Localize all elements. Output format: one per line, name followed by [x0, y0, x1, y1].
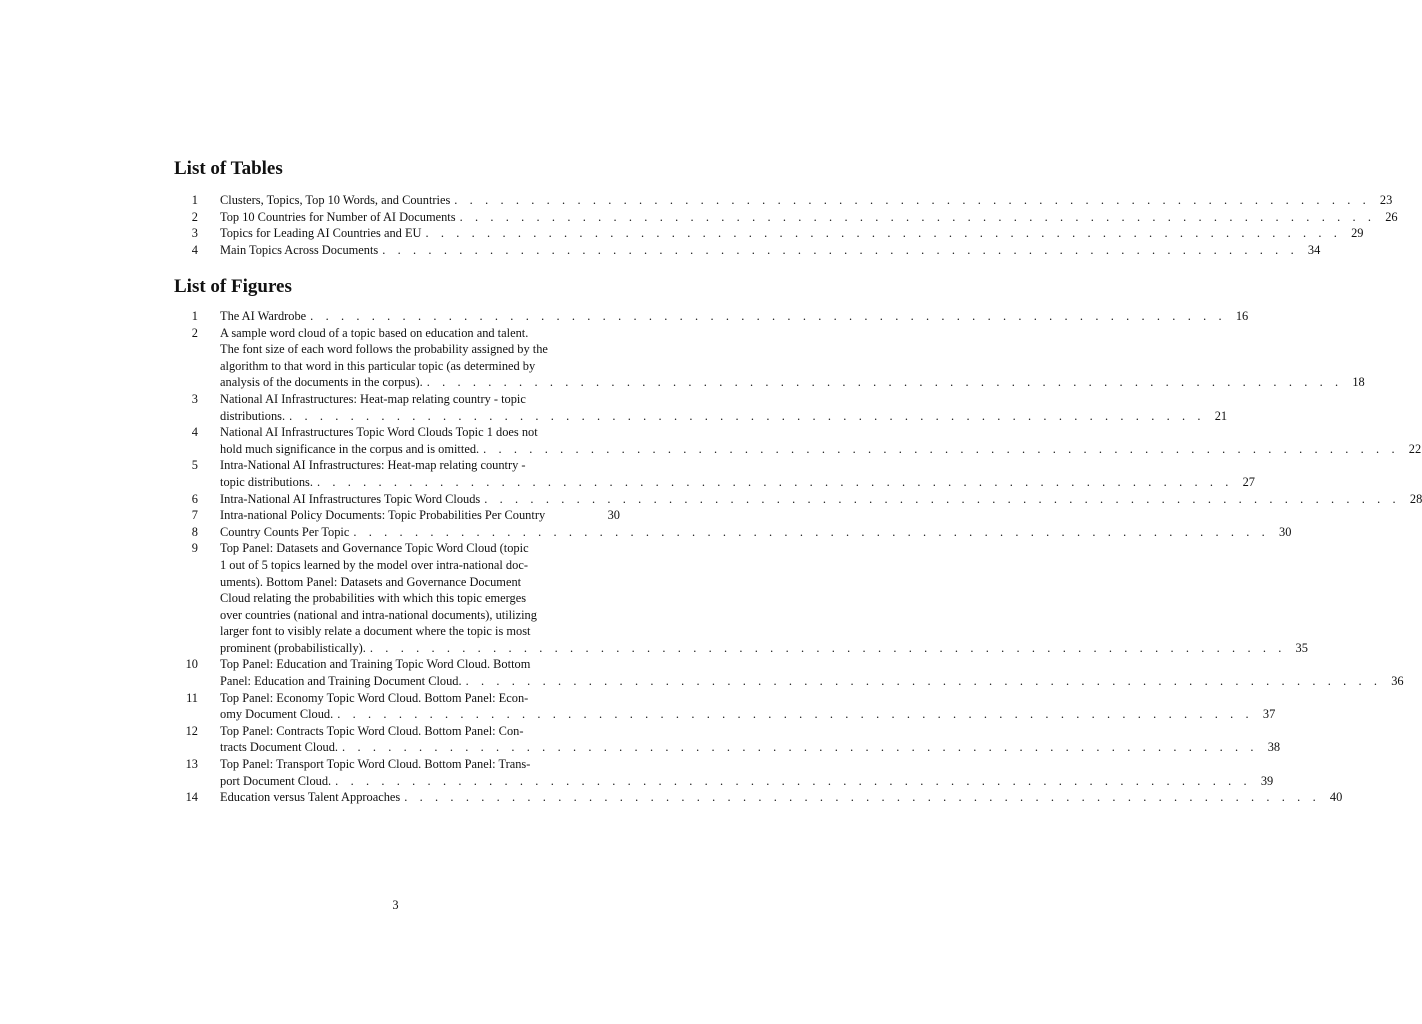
table-page-number: 29 [1351, 226, 1364, 241]
figure-number: 8 [191, 524, 198, 539]
list-of-tables [174, 192, 1398, 258]
figure-caption-line: Intra-National AI Infrastructures: Heat-map relating country - [220, 458, 526, 473]
list-of-tables-heading: List of Tables [174, 158, 283, 179]
figure-page-number: 30 [607, 508, 620, 523]
figure-page-number: 36 [1391, 674, 1404, 689]
figure-number: 11 [186, 690, 198, 705]
figure-entry[interactable] [174, 723, 1281, 756]
table-caption-line: Clusters, Topics, Top 10 Words, and Countries [220, 193, 451, 207]
dot-leader: . . . . . . . . . . . . . . . . . . . . . . . . . . . . . . . . . . . . . . . . . . . . . . . . . . . . . . . . . . . . [342, 740, 1259, 755]
table-page-number: 34 [1307, 242, 1321, 257]
dot-leader: . . . . . . . . . . . . . . . . . . . . . . . . . . . . . . . . . . . . . . . . . . . . . . . . . . . . . . . . . . . . [310, 309, 1227, 323]
figure-caption-line: Intra-national Policy Documents: Topic Probabilities Per Country [220, 508, 546, 523]
figure-number: 1 [191, 309, 198, 323]
figure-caption-line: over countries (national and intra-national documents), utilizing [220, 607, 537, 622]
figure-entry[interactable] [174, 656, 1404, 689]
dot-leader: . . . . . . . . . . . . . . . . . . . . . . . . . . . . . . . . . . . . . . . . . . . . . . . . . . . . . . . . . . . . [335, 773, 1252, 788]
figure-number: 6 [191, 491, 198, 506]
figure-number: 12 [185, 723, 198, 738]
figure-caption-line: algorithm to that word in this particular topic (as determined by [220, 358, 536, 373]
figure-page-number: 37 [1262, 707, 1276, 722]
table-page-number: 23 [1379, 193, 1393, 207]
table-caption-line: Topics for Leading AI Countries and EU [220, 226, 422, 241]
figure-caption-line: prominent (probabilistically). [220, 640, 366, 655]
figure-page-number: 39 [1260, 773, 1274, 788]
dot-leader: . . . . . . . . . . . . . . . . . . . . . . . . . . . . . . . . . . . . . . . . . . . . . . . . . . . . . . . . . . . . [459, 209, 1376, 224]
figure-caption-line: port Document Cloud. [220, 773, 332, 788]
figure-entry[interactable] [174, 391, 1228, 424]
dot-leader: . . . . . . . . . . . . . . . . . . . . . . . . . . . . . . . . . . . . . . . . . . . . . . . . . . . . . . . . . . . . [484, 491, 1401, 506]
figure-caption-line: Top Panel: Datasets and Governance Topic Word Cloud (topic [220, 541, 529, 556]
figure-number: 14 [185, 790, 198, 805]
page-number: 3 [392, 898, 399, 912]
figure-entry[interactable] [174, 789, 1343, 806]
dot-leader: . . . . . . . . . . . . . . . . . . . . . . . . . . . . . . . . . . . . . . . . . . . . . . . . . . . . . . . . . . . . [426, 375, 1343, 390]
table-entry[interactable] [174, 242, 1321, 259]
figure-number: 5 [191, 458, 198, 473]
dot-leader: . . . . . . . . . . . . . . . . . . . . . . . . . . . . . . . . . . . . . . . . . . . . . . . . . . . . . . . . . . . . [404, 790, 1321, 805]
figure-number: 13 [185, 757, 198, 772]
table-entry[interactable] [174, 209, 1398, 226]
figure-caption-line: The AI Wardrobe [220, 309, 307, 323]
dot-leader: . . . . . . . . . . . . . . . . . . . . . . . . . . . . . . . . . . . . . . . . . . . . . . . . . . . . . . . . . . . . [454, 193, 1371, 207]
list-of-figures [174, 308, 1422, 806]
figure-caption-line: analysis of the documents in the corpus). [220, 375, 423, 390]
dot-leader: . . . . . . . . . . . . . . . . . . . . . . . . . . . . . . . . . . . . . . . . . . . . . . . . . . . . . . . . . . . . [425, 226, 1342, 241]
figure-number: 9 [191, 541, 198, 556]
figure-caption-line: Top Panel: Contracts Topic Word Cloud. Bottom Panel: Con- [220, 723, 524, 738]
figure-entry[interactable] [174, 540, 1308, 656]
figure-number: 10 [185, 657, 198, 672]
figure-page-number: 30 [1279, 524, 1292, 539]
figure-caption-line: omy Document Cloud. [220, 707, 334, 722]
figure-page-number: 16 [1235, 309, 1249, 323]
figure-entry[interactable] [174, 756, 1274, 789]
figure-entry[interactable] [174, 308, 1249, 325]
figure-caption-line: Education versus Talent Approaches [220, 790, 401, 805]
dot-leader: . . . . . . . . . . . . . . . . . . . . . . . . . . . . . . . . . . . . . . . . . . . . . . . . . . . . . . . . . . . . [337, 707, 1254, 722]
figure-entry[interactable] [174, 507, 620, 524]
figure-number: 4 [191, 425, 198, 440]
figure-caption-line: distributions. [220, 408, 286, 423]
figure-number: 2 [191, 325, 198, 340]
figure-caption-line: tracts Document Cloud. [220, 740, 339, 755]
figure-entry[interactable] [174, 325, 1365, 391]
figure-caption-line: uments). Bottom Panel: Datasets and Governance Document [220, 574, 522, 589]
figure-page-number: 35 [1295, 640, 1308, 655]
figure-page-number: 21 [1214, 408, 1228, 423]
figure-caption-line: larger font to visibly relate a document where the topic is most [220, 624, 531, 639]
dot-leader: . . . . . . . . . . . . . . . . . . . . . . . . . . . . . . . . . . . . . . . . . . . . . . . . . . . . . . . . . . . . [483, 441, 1400, 456]
figure-entry[interactable] [174, 690, 1276, 723]
table-entry[interactable] [174, 192, 1393, 209]
dot-leader: . . . . . . . . . . . . . . . . . . . . . . . . . . . . . . . . . . . . . . . . . . . . . . . . . . . . . . . . . . . . [289, 408, 1206, 423]
table-number: 2 [191, 209, 198, 224]
figure-caption-line: A sample word cloud of a topic based on education and talent. [220, 325, 529, 340]
figure-caption-line: Top Panel: Education and Training Topic Word Cloud. Bottom [220, 657, 531, 672]
list-of-figures-heading: List of Figures [174, 276, 292, 297]
figure-page-number: 27 [1242, 474, 1255, 489]
figure-number: 7 [191, 508, 198, 523]
figure-caption-line: Top Panel: Economy Topic Word Cloud. Bottom Panel: Econ- [220, 690, 529, 705]
figure-caption-line: 1 out of 5 topics learned by the model over intra-national doc- [220, 557, 528, 572]
dot-leader: . . . . . . . . . . . . . . . . . . . . . . . . . . . . . . . . . . . . . . . . . . . . . . . . . . . . . . . . . . . . [465, 674, 1382, 689]
figure-caption-line: Top Panel: Transport Topic Word Cloud. Bottom Panel: Trans- [220, 757, 531, 772]
figure-page-number: 18 [1352, 375, 1365, 390]
table-caption-line: Top 10 Countries for Number of AI Documents [220, 209, 456, 224]
figure-page-number: 40 [1329, 790, 1343, 805]
figure-caption-line: Intra-National AI Infrastructures Topic Word Clouds [220, 491, 481, 506]
figure-caption-line: Country Counts Per Topic [220, 524, 350, 539]
table-caption-line: Main Topics Across Documents [220, 242, 379, 257]
figure-entry[interactable] [174, 524, 1292, 541]
table-number: 1 [191, 193, 198, 207]
figure-page-number: 28 [1409, 491, 1422, 506]
figure-caption-line: National AI Infrastructures: Heat-map relating country - topic [220, 391, 526, 406]
figure-entry[interactable] [174, 491, 1422, 508]
figure-caption-line: hold much significance in the corpus and is omitted. [220, 441, 480, 456]
figure-page-number: 38 [1267, 740, 1281, 755]
dot-leader: . . . . . . . . . . . . . . . . . . . . . . . . . . . . . . . . . . . . . . . . . . . . . . . . . . . . . . . . . . . . [353, 524, 1270, 539]
figure-entry[interactable] [174, 424, 1422, 457]
table-number: 3 [191, 226, 198, 241]
dot-leader: . . . . . . . . . . . . . . . . . . . . . . . . . . . . . . . . . . . . . . . . . . . . . . . . . . . . . . . . . . . . [382, 242, 1299, 257]
dot-leader: . . . . . . . . . . . . . . . . . . . . . . . . . . . . . . . . . . . . . . . . . . . . . . . . . . . . . . . . . . . . [369, 640, 1286, 655]
figure-caption-line: topic distributions. [220, 474, 313, 489]
table-page-number: 26 [1385, 209, 1398, 224]
figure-page-number: 22 [1408, 441, 1422, 456]
figure-caption-line: The font size of each word follows the probability assigned by the [220, 342, 548, 357]
figure-caption-line: Cloud relating the probabilities with which this topic emerges [220, 591, 527, 606]
figure-caption-line: Panel: Education and Training Document Cloud. [220, 674, 462, 689]
figure-number: 3 [191, 391, 198, 406]
figure-entry[interactable] [174, 457, 1255, 490]
figure-caption-line: National AI Infrastructures Topic Word Clouds Topic 1 does not [220, 425, 538, 440]
table-entry[interactable] [174, 225, 1364, 242]
dot-leader: . . . . . . . . . . . . . . . . . . . . . . . . . . . . . . . . . . . . . . . . . . . . . . . . . . . . . . . . . . . . [316, 474, 1233, 489]
table-number: 4 [191, 242, 198, 257]
